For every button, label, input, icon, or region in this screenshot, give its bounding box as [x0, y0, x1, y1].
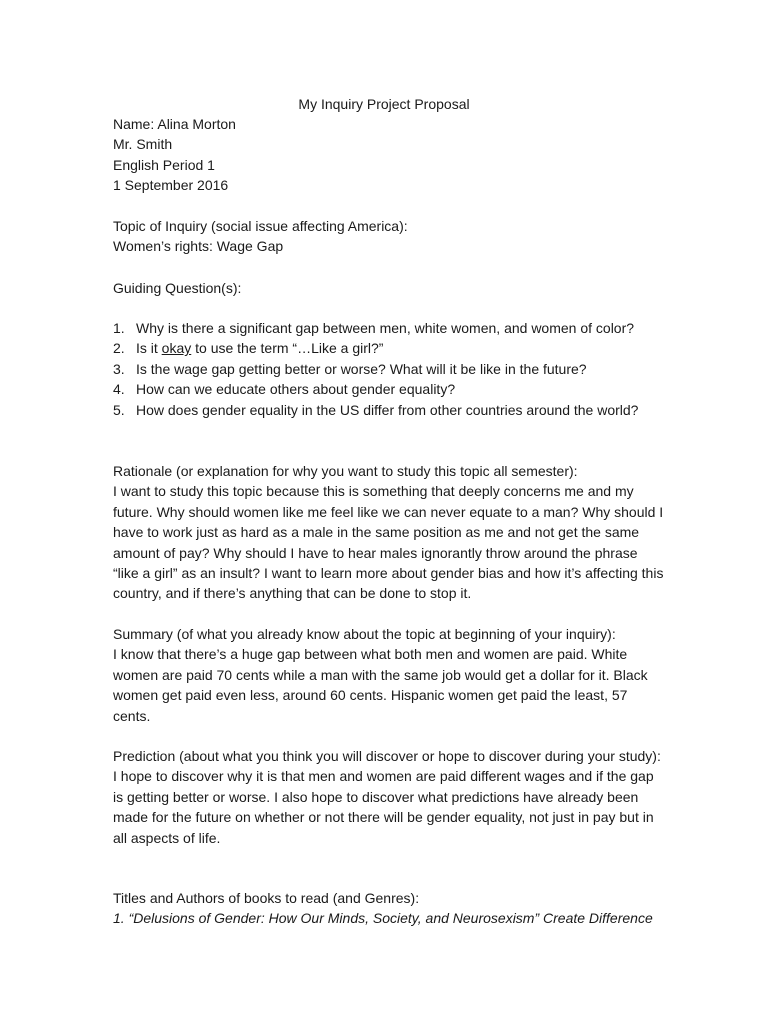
prediction-line: is getting better or worse. I also hope to discover what predictions have already been — [113, 788, 639, 805]
rationale-line: future. Why should women like me feel like we can never equate to a man? Why should I — [113, 503, 664, 520]
guiding-section — [113, 278, 653, 298]
class-period: English Period 1 — [113, 156, 215, 173]
summary-line: women are paid 70 cents while a man with the same job would get a dollar for it. Black — [113, 666, 648, 683]
books-section — [113, 888, 673, 929]
rationale-line: amount of pay? Why should I have to hear males ignorantly throw around the phrase — [113, 544, 638, 561]
header-block — [113, 114, 653, 196]
rationale-line: country, and if there’s anything that can be done to stop it. — [113, 585, 472, 602]
prediction-label: Prediction (about what you think you will discover or hope to discover during your study): — [113, 748, 661, 764]
question-text: How does gender equality in the US differ from other countries around the world? — [136, 401, 639, 418]
summary-label: Summary (of what you already know about the topic at beginning of your inquiry): — [113, 626, 616, 642]
topic-value: Women’s rights: Wage Gap — [113, 238, 284, 255]
guiding-questions-list — [113, 318, 673, 420]
list-number: 2. — [113, 340, 125, 357]
rationale-line: have to work just as hard as a male in the same position as me and not get the same — [113, 524, 640, 541]
rationale-label: Rationale (or explanation for why you want to study this topic all semester): — [113, 463, 578, 479]
prediction-line: all aspects of life. — [113, 829, 221, 846]
prediction-line: made for the future on whether or not there will be gender equality, not just in pay but in — [113, 809, 654, 826]
list-number: 5. — [113, 401, 125, 418]
guiding-label: Guiding Question(s): — [113, 280, 242, 296]
page-title: My Inquiry Project Proposal — [298, 96, 470, 112]
list-number: 4. — [113, 381, 125, 398]
rationale-line: “like a girl” as an insult? I want to learn more about gender bias and how it’s affecting this — [113, 565, 664, 582]
underlined-word: okay — [161, 340, 192, 357]
list-number: 1. — [113, 320, 125, 336]
list-item — [113, 400, 673, 420]
list-item — [113, 318, 673, 338]
books-label: Titles and Authors of books to read (and Genres): — [113, 890, 420, 906]
question-text-post: to use the term “…Like a girl?” — [191, 340, 384, 357]
topic-label: Topic of Inquiry (social issue affecting America): — [113, 218, 408, 234]
rationale-section — [113, 461, 673, 604]
question-text-pre: Is it — [136, 340, 162, 357]
student-name: Name: Alina Morton — [113, 116, 236, 132]
list-item — [113, 338, 673, 358]
summary-line: I know that there’s a huge gap between what both men and women are paid. White — [113, 646, 628, 663]
book-entry: 1. “Delusions of Gender: How Our Minds, Society, and Neurosexism” Create Difference — [113, 910, 653, 927]
teacher-name: Mr. Smith — [113, 136, 173, 153]
list-number: 3. — [113, 360, 125, 377]
list-item — [113, 359, 673, 379]
topic-section — [113, 216, 653, 257]
document-date: 1 September 2016 — [113, 177, 229, 194]
question-text: Why is there a significant gap between men, white women, and women of color? — [136, 320, 635, 336]
summary-line: cents. — [113, 707, 151, 724]
summary-section — [113, 624, 673, 726]
list-item — [113, 379, 673, 399]
summary-line: women get paid even less, around 60 cents. Hispanic women get paid the least, 57 — [113, 687, 628, 704]
question-text: How can we educate others about gender equality? — [136, 381, 456, 398]
prediction-line: I hope to discover why it is that men and women are paid different wages and if the gap — [113, 768, 654, 785]
question-text: Is the wage gap getting better or worse? What will it be like in the future? — [136, 360, 587, 377]
prediction-section — [113, 746, 673, 848]
rationale-line: I want to study this topic because this is something that deeply concerns me and my — [113, 483, 634, 500]
